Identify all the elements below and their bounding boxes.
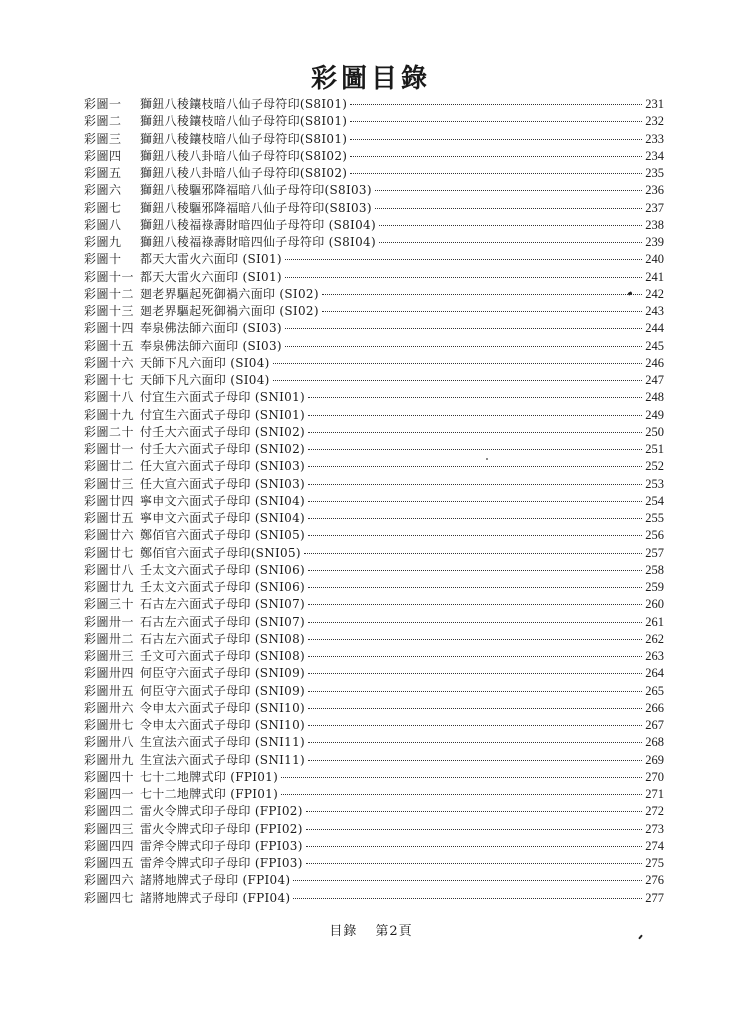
entry-page-number: 264	[645, 666, 664, 681]
toc-entry	[84, 786, 664, 803]
entry-page-number: 277	[645, 890, 664, 905]
entry-label: 彩圖四六	[84, 873, 135, 888]
entry-description: 何臣守六面式子母印 (SNI09)	[140, 666, 306, 681]
entry-page-number: 257	[645, 545, 664, 560]
entry-label: 彩圖八	[84, 217, 122, 232]
entry-description: 寧申文六面式子母印 (SNI04)	[140, 493, 306, 508]
dot-leader	[285, 259, 642, 260]
entry-label: 彩圖十三	[84, 304, 135, 318]
entry-description: 獅鈕八稜鑲枝暗八仙子母符印(S8I01)	[140, 97, 348, 111]
dot-leader	[308, 691, 642, 692]
entry-description: 鄭佰官六面式子母印 (SNI05)	[140, 528, 306, 543]
dot-leader	[273, 380, 643, 381]
entry-page-number: 251	[645, 442, 664, 456]
toc-entry	[84, 234, 664, 251]
dot-leader	[304, 553, 642, 554]
dot-leader	[281, 777, 642, 778]
entry-description: 壬太文六面式子母印 (SNI06)	[140, 580, 306, 594]
dot-leader	[322, 311, 642, 312]
dot-leader	[308, 604, 642, 605]
entry-label: 彩圖十五	[84, 338, 135, 353]
toc-entry	[84, 338, 664, 355]
dot-leader	[375, 190, 642, 191]
entry-page-number: 246	[645, 355, 664, 370]
entry-description: 七十二地牌式印 (FPI01)	[140, 769, 279, 784]
entry-label: 彩圖九	[84, 235, 122, 249]
entry-label: 彩圖七	[84, 200, 122, 215]
entry-label: 彩圖卅七	[84, 718, 135, 732]
entry-page-number: 271	[645, 787, 664, 801]
entry-description: 付壬大六面式子母印 (SNI02)	[140, 424, 306, 439]
entry-description: 付宜生六面式子母印 (SNI01)	[140, 407, 306, 422]
toc-entry	[84, 838, 664, 855]
entry-page-number: 261	[645, 614, 664, 629]
entry-description: 雷斧令牌式印子母印 (FPI03)	[140, 856, 303, 870]
dot-leader	[350, 104, 642, 105]
dot-leader	[308, 587, 642, 588]
toc-entry	[84, 320, 664, 337]
entry-page-number: 234	[645, 148, 664, 163]
dot-leader	[308, 656, 642, 657]
entry-page-number: 258	[645, 562, 664, 577]
entry-label: 彩圖四五	[84, 856, 135, 870]
entry-description: 壬文可六面式子母印 (SNI08)	[140, 649, 306, 663]
toc-entry	[84, 493, 664, 510]
toc-entry	[84, 251, 664, 268]
entry-label: 彩圖四十	[84, 769, 135, 784]
entry-page-number: 260	[645, 597, 664, 612]
toc-entry	[84, 372, 664, 389]
entry-page-number: 249	[645, 407, 664, 422]
dot-leader	[379, 242, 642, 243]
toc-entry	[84, 890, 664, 907]
entry-label: 彩圖廿八	[84, 562, 135, 577]
entry-label: 彩圖四四	[84, 838, 135, 853]
entry-page-number: 263	[645, 649, 664, 663]
entry-label: 彩圖十一	[84, 269, 135, 284]
entry-description: 令申太六面式子母印 (SNI10)	[140, 700, 306, 715]
toc-entry	[84, 527, 664, 544]
entry-page-number: 268	[645, 735, 664, 750]
toc-entry	[84, 441, 664, 458]
entry-label: 彩圖二	[84, 114, 122, 129]
entry-page-number: 270	[645, 769, 664, 784]
entry-description: 石古左六面式子母印 (SNI07)	[140, 614, 306, 629]
toc-entry	[84, 803, 664, 820]
dot-leader	[308, 622, 642, 623]
entry-label: 彩圖卅二	[84, 631, 135, 646]
entry-label: 彩圖二十	[84, 424, 135, 439]
entry-description: 壬太文六面式子母印 (SNI06)	[140, 562, 306, 577]
dot-leader	[322, 294, 642, 295]
entry-description: 天師下凡六面印 (SI04)	[140, 355, 270, 370]
toc-entry	[84, 113, 664, 130]
entry-label: 彩圖十九	[84, 407, 135, 422]
scan-speck	[486, 458, 488, 460]
toc-entry	[84, 424, 664, 441]
dot-leader	[350, 173, 642, 174]
entry-description: 雷火令牌式印子母印 (FPI02)	[140, 821, 303, 836]
entry-label: 彩圖卅八	[84, 735, 135, 750]
toc-entry	[84, 286, 664, 303]
entry-description: 諸將地牌式子母印 (FPI04)	[140, 873, 291, 888]
entry-description: 都天大雷火六面印 (SI01)	[140, 252, 282, 267]
entry-label: 彩圖三十	[84, 597, 135, 612]
entry-page-number: 273	[645, 821, 664, 836]
entry-page-number: 236	[645, 183, 664, 198]
toc-entry	[84, 734, 664, 751]
entry-label: 彩圖廿六	[84, 528, 135, 543]
footer-section: 目錄	[329, 924, 358, 939]
dot-leader	[308, 466, 642, 467]
toc-entry	[84, 389, 664, 406]
entry-description: 獅鈕八稜八卦暗八仙子母符印(S8I02)	[140, 166, 348, 180]
entry-description: 七十二地牌式印 (FPI01)	[140, 787, 279, 801]
entry-description: 令申太六面式子母印 (SNI10)	[140, 718, 306, 732]
dot-leader	[306, 811, 643, 812]
entry-page-number: 269	[645, 752, 664, 767]
entry-label: 彩圖卅四	[84, 666, 135, 681]
entry-description: 寧申文六面式子母印 (SNI04)	[140, 511, 306, 525]
toc-entry	[84, 872, 664, 889]
entry-page-number: 242	[645, 286, 664, 301]
dot-leader	[273, 363, 643, 364]
entry-page-number: 267	[645, 718, 664, 732]
dot-leader	[308, 570, 642, 571]
entry-description: 任大宣六面式子母印 (SNI03)	[140, 476, 306, 491]
dot-leader	[281, 794, 642, 795]
entry-page-number: 239	[645, 235, 664, 249]
entry-description: 獅鈕八稜驅邪降福暗八仙子母符印(S8I03)	[140, 183, 372, 198]
dot-leader	[375, 208, 642, 209]
entry-description: 雷火令牌式印子母印 (FPI02)	[140, 804, 303, 819]
entry-description: 廻老界驅起死御禍六面印 (SI02)	[140, 286, 319, 301]
entry-page-number: 248	[645, 390, 664, 405]
entry-label: 彩圖廿一	[84, 442, 135, 456]
entry-label: 彩圖廿四	[84, 493, 135, 508]
dot-leader	[306, 829, 643, 830]
entry-description: 都天大雷火六面印 (SI01)	[140, 269, 282, 284]
dot-leader	[293, 898, 642, 899]
entry-page-number: 259	[645, 580, 664, 594]
dot-leader	[308, 535, 642, 536]
entry-page-number: 243	[645, 304, 664, 318]
entry-page-number: 240	[645, 252, 664, 267]
entry-label: 彩圖一	[84, 97, 122, 111]
dot-leader	[285, 328, 642, 329]
toc-entry	[84, 648, 664, 665]
entry-label: 彩圖廿二	[84, 459, 135, 474]
entry-description: 石古左六面式子母印 (SNI08)	[140, 631, 306, 646]
entry-description: 獅鈕八稜福祿壽財暗四仙子母符印 (S8I04)	[140, 235, 376, 249]
dot-leader	[285, 277, 642, 278]
dot-leader	[308, 484, 642, 485]
dot-leader	[285, 346, 642, 347]
toc-entry	[84, 855, 664, 872]
toc-entry	[84, 700, 664, 717]
toc-entry	[84, 683, 664, 700]
toc-entry	[84, 545, 664, 562]
entry-label: 彩圖十四	[84, 321, 135, 336]
entry-label: 彩圖十八	[84, 390, 135, 405]
entry-description: 何臣守六面式子母印 (SNI09)	[140, 683, 306, 698]
entry-label: 彩圖卅六	[84, 700, 135, 715]
entry-page-number: 276	[645, 873, 664, 888]
toc-entry	[84, 476, 664, 493]
entry-page-number: 266	[645, 700, 664, 715]
toc-entry	[84, 458, 664, 475]
toc-entry	[84, 579, 664, 596]
entry-page-number: 250	[645, 424, 664, 439]
toc-entry	[84, 200, 664, 217]
toc-entry	[84, 821, 664, 838]
entry-page-number: 252	[645, 459, 664, 474]
entry-label: 彩圖六	[84, 183, 122, 198]
entry-page-number: 265	[645, 683, 664, 698]
dot-leader	[350, 156, 642, 157]
entry-page-number: 272	[645, 804, 664, 819]
entry-label: 彩圖四二	[84, 804, 135, 819]
entry-label: 彩圖十七	[84, 373, 135, 387]
dot-leader	[350, 139, 642, 140]
entry-description: 獅鈕八稜驅邪降福暗八仙子母符印(S8I03)	[140, 200, 372, 215]
dot-leader	[308, 708, 642, 709]
entry-page-number: 233	[645, 131, 664, 146]
entry-label: 彩圖卅三	[84, 649, 135, 663]
entry-label: 彩圖十	[84, 252, 122, 267]
entry-description: 獅鈕八稜八卦暗八仙子母符印(S8I02)	[140, 148, 348, 163]
toc-entry	[84, 562, 664, 579]
toc-entry	[84, 665, 664, 682]
page-footer	[0, 920, 742, 939]
dot-leader	[308, 639, 642, 640]
entry-label: 彩圖五	[84, 166, 122, 180]
page-title: 彩圖目錄	[310, 64, 431, 94]
entry-page-number: 275	[645, 856, 664, 870]
entry-page-number: 253	[645, 476, 664, 491]
entry-description: 天師下凡六面印 (SI04)	[140, 373, 270, 387]
toc-entry	[84, 355, 664, 372]
entry-label: 彩圖廿七	[84, 545, 135, 560]
entry-description: 付宜生六面式子母印 (SNI01)	[140, 390, 306, 405]
dot-leader	[308, 415, 642, 416]
entry-description: 雷斧令牌式印子母印 (FPI03)	[140, 838, 303, 853]
entry-label: 彩圖四三	[84, 821, 135, 836]
dot-leader	[308, 449, 642, 450]
footer-page-number: 第2頁	[375, 924, 413, 939]
dot-leader	[308, 518, 642, 519]
dot-leader	[308, 501, 642, 502]
toc-entry	[84, 752, 664, 769]
entry-page-number: 245	[645, 338, 664, 353]
entry-label: 彩圖廿九	[84, 580, 135, 594]
toc-entry	[84, 269, 664, 286]
entry-label: 彩圖十六	[84, 355, 135, 370]
toc-entry	[84, 148, 664, 165]
entry-page-number: 254	[645, 493, 664, 508]
toc-entry	[84, 182, 664, 199]
entry-label: 彩圖卅五	[84, 683, 135, 698]
entry-page-number: 256	[645, 528, 664, 543]
dot-leader	[308, 725, 642, 726]
entry-label: 彩圖卅九	[84, 752, 135, 767]
entry-label: 彩圖四	[84, 148, 122, 163]
dot-leader	[306, 846, 643, 847]
toc-entry	[84, 407, 664, 424]
entry-page-number: 238	[645, 217, 664, 232]
dot-leader	[350, 121, 642, 122]
entry-label: 彩圖四一	[84, 787, 135, 801]
entry-label: 彩圖廿三	[84, 476, 135, 491]
dot-leader	[306, 863, 643, 864]
entry-page-number: 235	[645, 166, 664, 180]
toc-entry	[84, 217, 664, 234]
entry-description: 任大宣六面式子母印 (SNI03)	[140, 459, 306, 474]
toc-entry	[84, 96, 664, 113]
entry-page-number: 274	[645, 838, 664, 853]
entry-description: 奉泉佛法師六面印 (SI03)	[140, 338, 282, 353]
entry-label: 彩圖卅一	[84, 614, 135, 629]
entry-description: 獅鈕八稜福祿壽財暗四仙子母符印 (S8I04)	[140, 217, 376, 232]
entry-page-number: 232	[645, 114, 664, 129]
entry-page-number: 262	[645, 631, 664, 646]
dot-leader	[379, 225, 642, 226]
entry-page-number: 241	[645, 269, 664, 284]
table-of-contents	[84, 96, 664, 907]
dot-leader	[308, 742, 642, 743]
toc-entry	[84, 614, 664, 631]
dot-leader	[308, 760, 642, 761]
toc-entry	[84, 596, 664, 613]
entry-label: 彩圖三	[84, 131, 122, 146]
entry-description: 石古左六面式子母印 (SNI07)	[140, 597, 306, 612]
entry-label: 彩圖廿五	[84, 511, 135, 525]
entry-page-number: 247	[645, 373, 664, 387]
entry-page-number: 244	[645, 321, 664, 336]
toc-entry	[84, 131, 664, 148]
entry-label: 彩圖四七	[84, 890, 135, 905]
toc-entry	[84, 769, 664, 786]
entry-description: 諸將地牌式子母印 (FPI04)	[140, 890, 291, 905]
entry-description: 獅鈕八稜鑲枝暗八仙子母符印(S8I01)	[140, 114, 348, 129]
toc-entry	[84, 717, 664, 734]
toc-entry	[84, 303, 664, 320]
dot-leader	[308, 673, 642, 674]
dot-leader	[308, 397, 642, 398]
entry-description: 廻老界驅起死御禍六面印 (SI02)	[140, 304, 319, 318]
toc-entry	[84, 631, 664, 648]
entry-label: 彩圖十二	[84, 286, 135, 301]
entry-description: 獅鈕八稜鑲枝暗八仙子母符印(S8I01)	[140, 131, 348, 146]
toc-entry	[84, 510, 664, 527]
dot-leader	[293, 880, 642, 881]
entry-description: 生宣法六面式子母印 (SNI11)	[140, 735, 306, 750]
entry-description: 奉泉佛法師六面印 (SI03)	[140, 321, 282, 336]
entry-description: 付壬大六面式子母印 (SNI02)	[140, 442, 306, 456]
dot-leader	[308, 432, 642, 433]
entry-page-number: 237	[645, 200, 664, 215]
entry-description: 鄭佰官六面式子母印(SNI05)	[140, 545, 301, 560]
entry-page-number: 231	[645, 97, 664, 111]
toc-entry	[84, 165, 664, 182]
entry-page-number: 255	[645, 511, 664, 525]
entry-description: 生宣法六面式子母印 (SNI11)	[140, 752, 306, 767]
